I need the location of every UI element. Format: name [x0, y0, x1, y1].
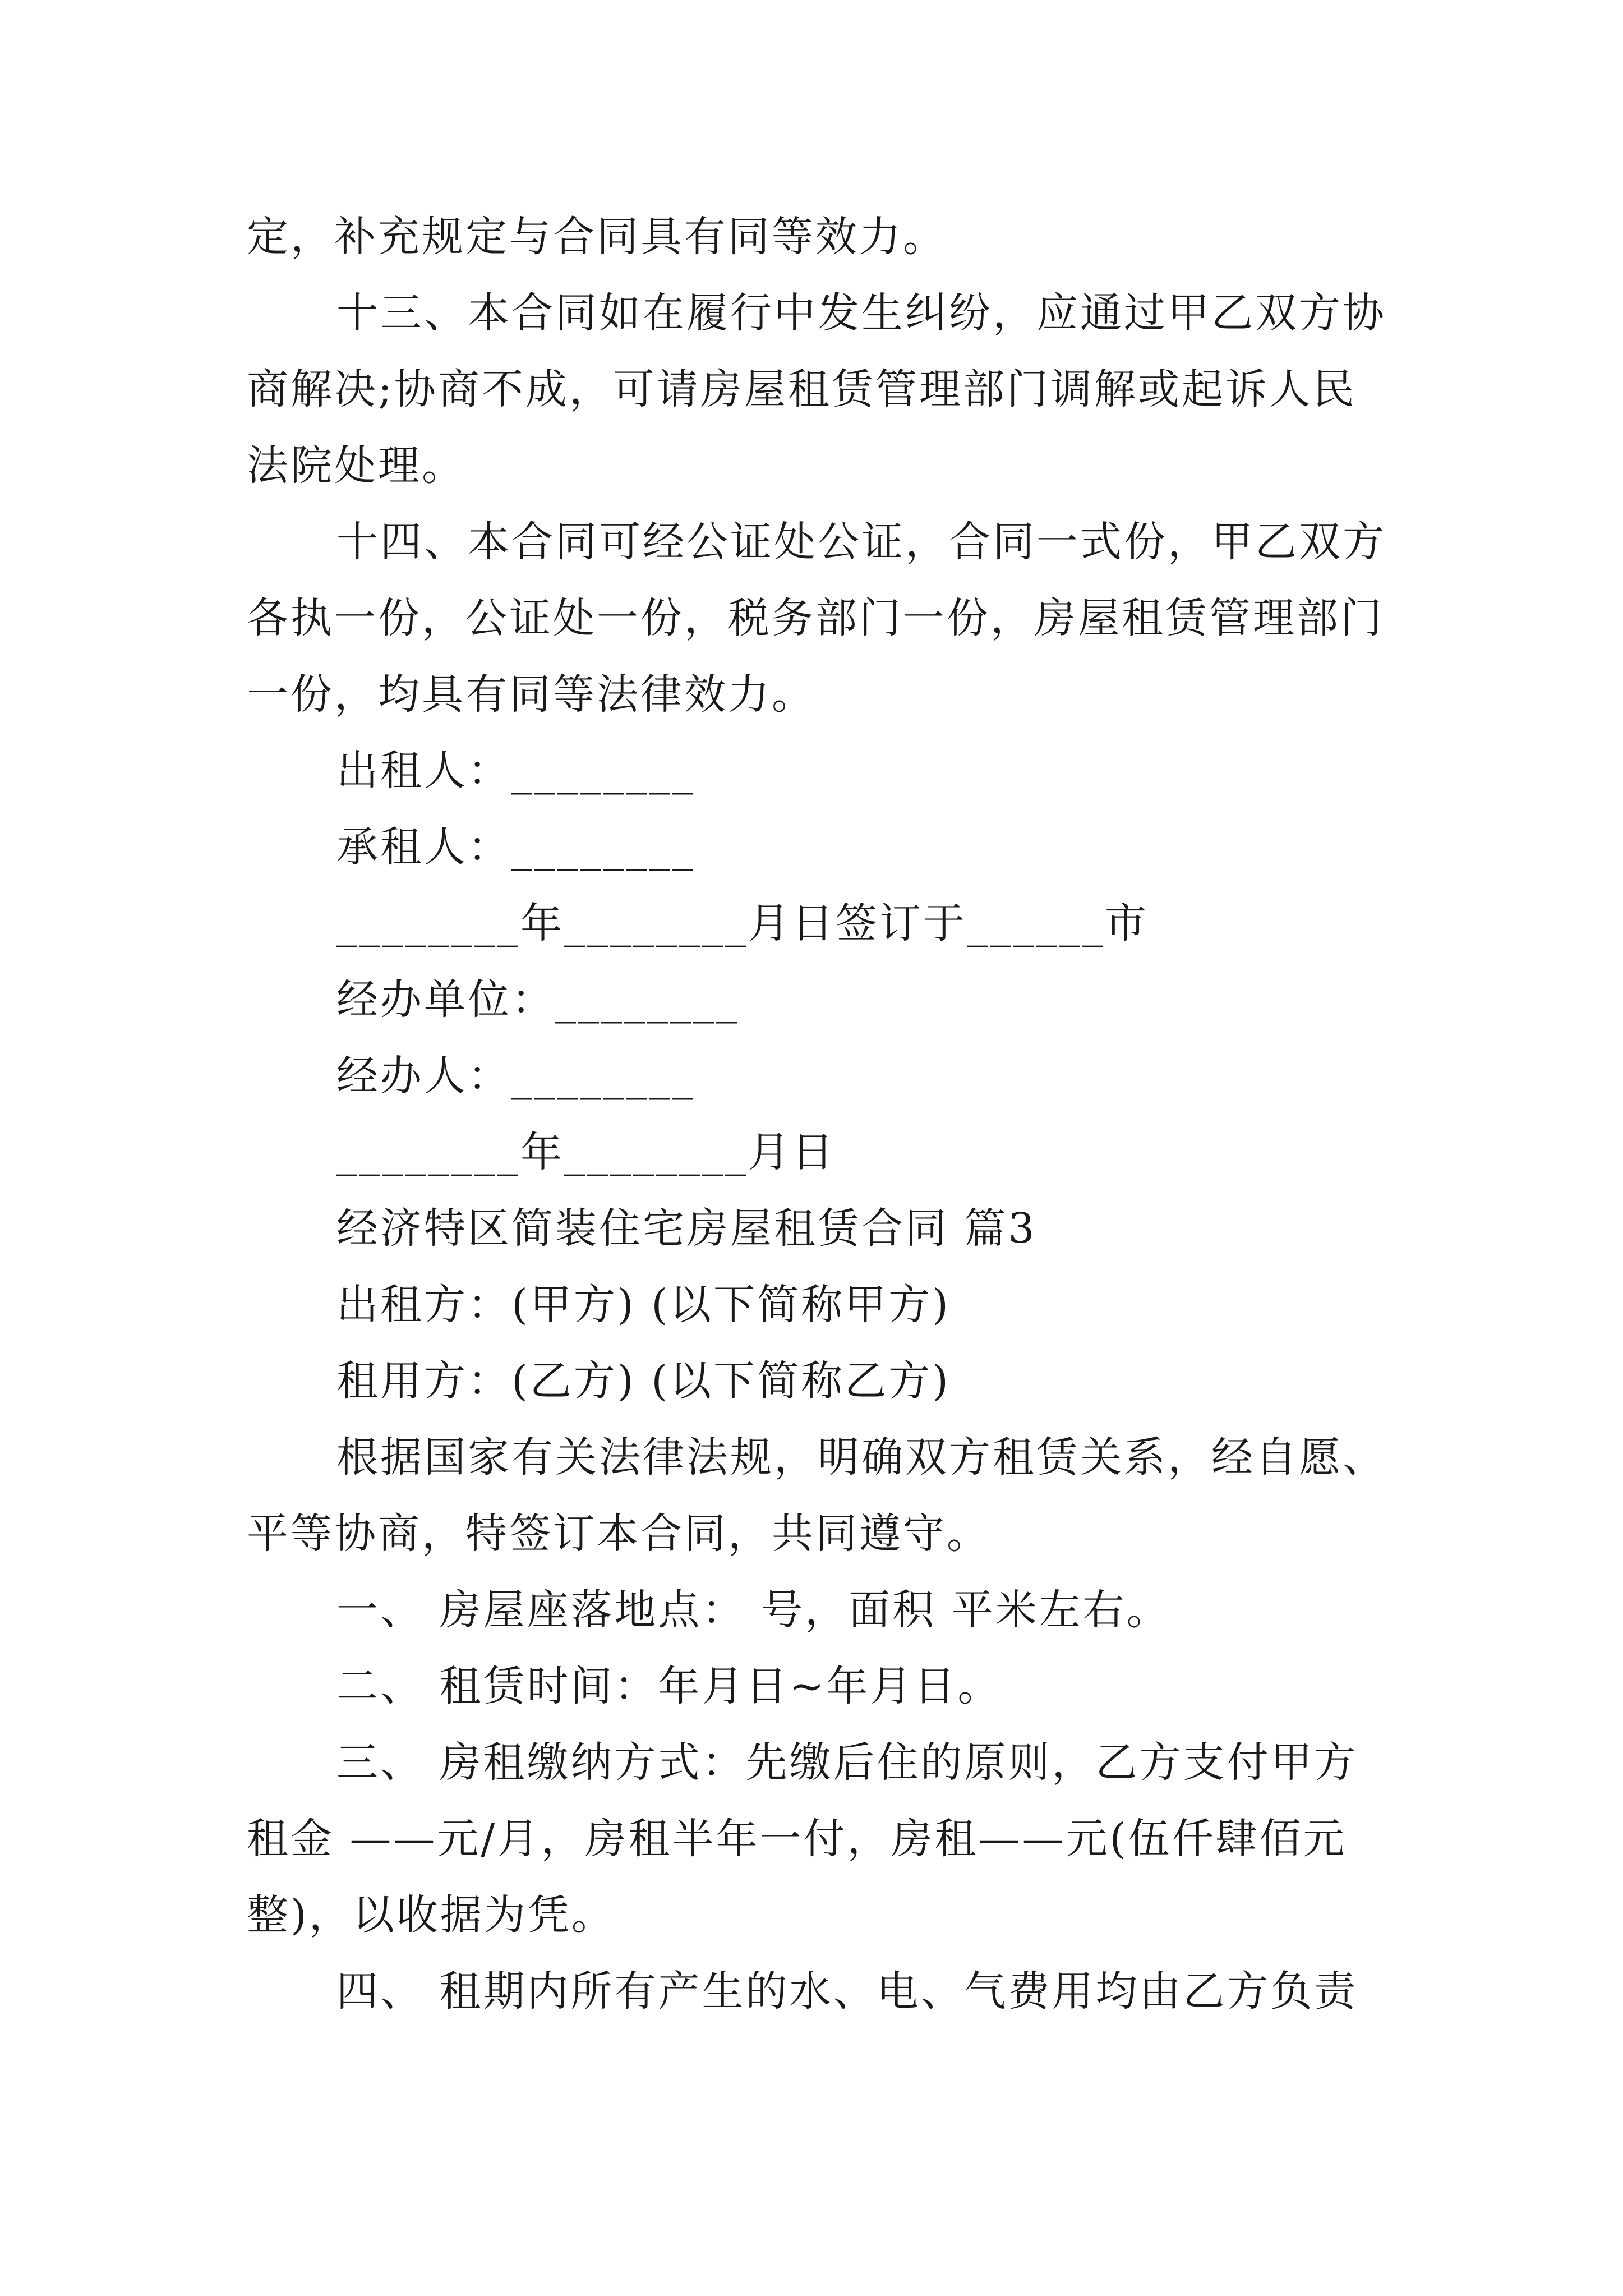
- text-line: 十三、本合同如在履行中发生纠纷，应通过甲乙双方协: [336, 289, 1386, 337]
- text-line: 整)，以收据为凭。: [247, 1891, 615, 1939]
- signature-field-lessor: 出租人：________: [336, 747, 695, 795]
- clause-2: 二、 租赁时间：年月日~年月日。: [336, 1662, 1002, 1710]
- text-line: 根据国家有关法律法规，明确双方租赁关系，经自愿、: [336, 1433, 1386, 1481]
- text-line: 一份，均具有同等法律效力。: [247, 670, 815, 719]
- agent-date: ________年________月日: [336, 1128, 836, 1176]
- text-line: 定，补充规定与合同具有同等效力。: [247, 213, 947, 261]
- text-line: 法院处理。: [247, 441, 465, 490]
- party-lessee: 租用方：(乙方) (以下简称乙方): [336, 1357, 951, 1405]
- clause-3: 三、 房租缴纳方式：先缴后住的原则，乙方支付甲方: [336, 1738, 1358, 1787]
- text-line: 租金 ——元/月，房租半年一付，房租——元(伍仟肆佰元: [247, 1815, 1347, 1863]
- text-line: 平等协商，特签订本合同，共同遵守。: [247, 1510, 990, 1558]
- text-line: 十四、本合同可经公证处公证，合同一式份，甲乙双方: [336, 518, 1386, 566]
- sign-date-place: ________年________月日签订于______市: [336, 899, 1149, 947]
- agent-field: 经办人：________: [336, 1052, 695, 1100]
- party-lessor: 出租方：(甲方) (以下简称甲方): [336, 1281, 951, 1329]
- text-line: 各执一份，公证处一份，税务部门一份，房屋租赁管理部门: [247, 594, 1384, 642]
- signature-field-lessee: 承租人：________: [336, 823, 695, 871]
- text-line: 商解决;协商不成，可请房屋租赁管理部门调解或起诉人民: [247, 365, 1357, 413]
- agency-field: 经办单位：________: [336, 976, 739, 1024]
- section-title: 经济特区简装住宅房屋租赁合同 篇3: [336, 1204, 1037, 1253]
- clause-4: 四、 租期内所有产生的水、电、气费用均由乙方负责: [336, 1967, 1358, 2016]
- clause-1: 一、 房屋座落地点： 号，面积 平米左右。: [336, 1586, 1170, 1634]
